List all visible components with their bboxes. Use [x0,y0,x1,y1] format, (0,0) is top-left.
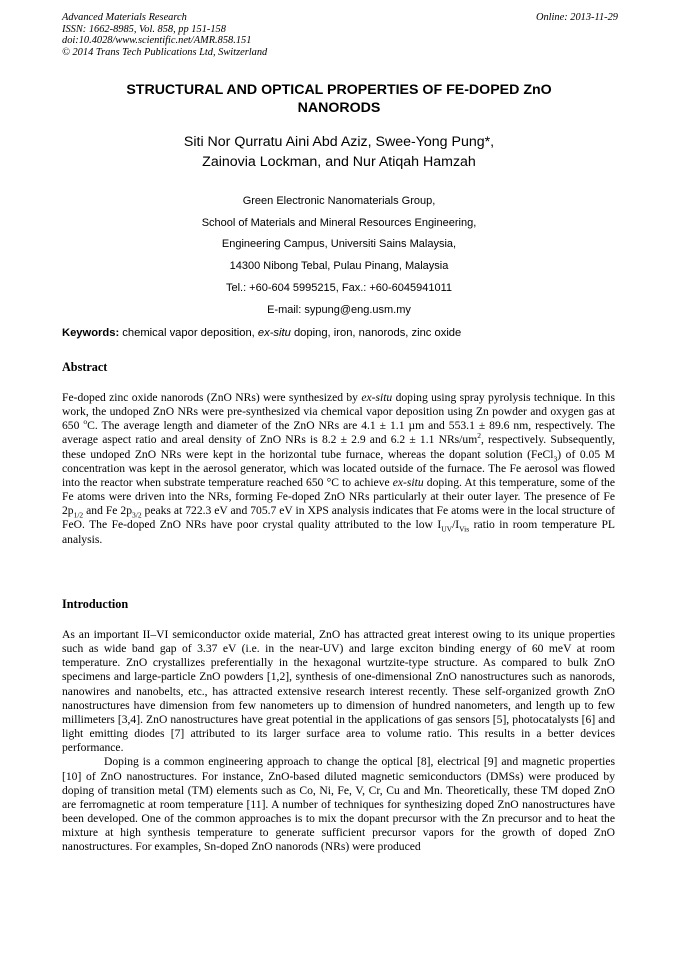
affiliation-group: Green Electronic Nanomaterials Group, [242,195,436,207]
affiliation-email: E-mail: sypung@eng.usm.my [267,303,411,316]
abstract-text: ) of 0.05 M concentration was kept in the aerosol generator, which was located outside of the furnace. The Fe aerosol was flowed into the reactor when substrate temperature reached 650 °C to achieve [62,447,615,489]
squared-superscript: 2 [477,431,481,441]
abstract-text: C. The average length and diameter of the ZnO NRs are 4.1 ± 1.1 µm and 553.1 ± 89.6 nm, respectively. The average aspect ratio and areal density of ZnO NRs is 8.2 ± 2.9 and 6.2 ± 1.1 NRs/um [62,419,615,447]
introduction-body [62,628,615,855]
doi-line: doi:10.4028/www.scientific.net/AMR.858.151 [62,35,252,47]
degree-superscript: o [83,417,88,427]
ivis-subscript: Vis [459,524,470,534]
introduction-paragraph-2: Doping is a common engineering approach to change the optical [8], electrical [9] and magnetic properties [10] of ZnO nanostructures. For instance, ZnO-based diluted magnetic semiconductors (DMSs) were produced by doping of transition metal (TM) elements such as Co, Ni, Fe, V, Cr, Cu and Mn. Theoretically, these TM doped ZnO are ferromagnetic at room temperature [11]. A number of techniques for synthesizing doped ZnO nanostructures have been developed. One of the common approaches is to mix the dopant precursor with the Zn precursor and to heat the mixture at high synthesis temperature to generate sufficient precursor vapors for the growth of doped ZnO nanostructures. For examples, Sn-doped ZnO nanorods (NRs) were produced [62,755,615,854]
copyright-line: © 2014 Trans Tech Publications Ltd, Switzerland [62,46,268,58]
abstract-text: ratio in room temperature PL analysis. [62,518,615,546]
abstract-heading: Abstract [62,360,108,374]
iuv-subscript: UV [441,524,453,534]
affiliation-address: 14300 Nibong Tebal, Pulau Pinang, Malaysia [229,260,449,273]
author-list [62,133,616,172]
abstract-text: , respectively. Subsequently, these undoped ZnO NRs were kept in the horizontal tube furnace, whereas the dopant solution (FeCl [62,433,615,461]
keywords-line [62,326,616,340]
paper-title [62,82,616,117]
abstract-italic: ex-situ [392,475,424,489]
keywords-text-2: doping, iron, nanorods, zinc oxide [290,327,462,339]
abstract-text: /I [452,518,460,532]
affiliation-phone: Tel.: +60-604 5995215, Fax.: +60-6045941011 [225,281,453,294]
authors-line-1: Siti Nor Qurratu Aini Abd Aziz, Swee-Yong Pung*, [183,134,495,150]
introduction-heading: Introduction [62,597,129,611]
abstract-text: doping using spray pyrolysis technique. In this work, the undoped ZnO NRs were pre-synthesized via chemical vapor deposition using Zn powder and oxygen gas at 650 [62,391,615,433]
title-line-1: STRUCTURAL AND OPTICAL PROPERTIES OF FE-DOPED ZnO [126,82,552,98]
abstract-text: and Fe 2p [83,504,132,518]
introduction-paragraph-1: As an important II–VI semiconductor oxide material, ZnO has attracted great interest owing to its unique properties such as wide band gap of 3.37 eV (i.e. in the near-UV) and large exciton binding energy of 60 meV at room temperature. ZnO crystallizes preferentially in the hexagonal wurtzite-type structure. As compared to bulk ZnO specimens and large-particle ZnO powders [1,2], synthesis of one-dimensional ZnO nanostructures such as nanorods, nanowires and nanobelts, etc., has attracted extensive research interest recently. These self-organized growth ZnO nanostructures have dimension from few nanometers up to dimension of hundred nanometers, and length up to few millimeters [3,4]. ZnO nanostructures have great potential in the applications of gas sensors [5], photocatalysts [6] and light emitting diodes [7] attributed to its larger surface area to volume ratio. This results in a better devices performance. [62,628,615,755]
keywords-label: Keywords: [62,327,120,339]
abstract-text: doping. At this temperature, some of the Fe atoms were driven into the NRs, forming Fe-doped ZnO NRs particularly at their outer layer. The presence of Fe 2p [62,475,615,518]
abstract-text: Fe-doped zinc oxide nanorods (ZnO NRs) were synthesized by [62,391,362,404]
authors-line-2: Zainovia Lockman, and Nur Atiqah Hamzah [202,153,476,170]
abstract-text: peaks at 722.3 eV and 705.7 eV in XPS analysis indicates that Fe atoms were in the local structure of FeO. The Fe-doped ZnO NRs have poor crystal quality attributed to the low I [62,504,615,532]
affiliation-campus: Engineering Campus, Universiti Sains Malaysia, [221,238,457,251]
abstract-body [62,391,615,547]
title-line-2: NANORODS [297,99,381,116]
issn-line: ISSN: 1662-8985, Vol. 858, pp 151-158 [62,23,226,35]
journal-name: Advanced Materials Research [62,12,187,23]
abstract-italic: ex-situ [361,391,393,404]
p12-subscript: 1/2 [73,510,84,520]
p32-subscript: 3/2 [132,510,142,520]
affiliation-school: School of Materials and Mineral Resources Engineering, [201,216,477,229]
keywords-italic: ex-situ [257,327,291,339]
fecl3-subscript: 3 [553,453,558,463]
online-date: Online: 2013-11-29 [535,12,618,23]
keywords-text-1: chemical vapor deposition, [119,327,258,339]
journal-header [62,12,618,58]
affiliation-block [62,191,616,321]
